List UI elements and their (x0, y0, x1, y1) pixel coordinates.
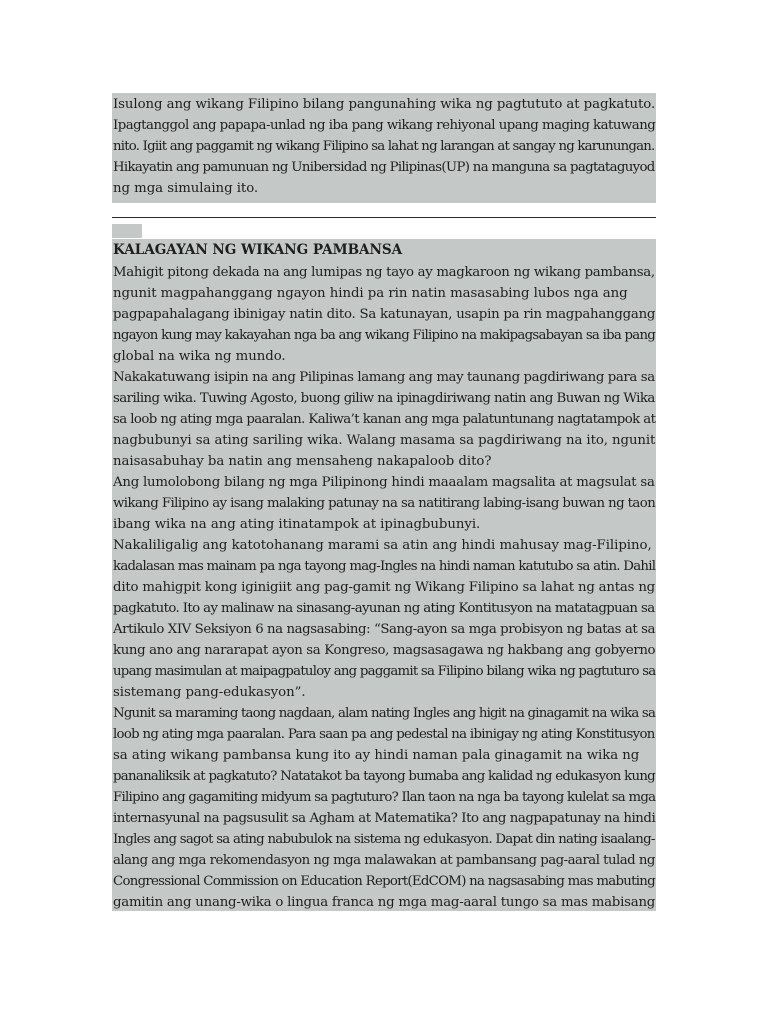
text-line: Filipino ang gagamiting midyum sa pagtuturo? Ilan taon na nga ba tayong kulelat sa mga (113, 790, 656, 805)
text-line: global na wika ng mundo. (113, 349, 286, 364)
text-line: Artikulo XIV Seksiyon 6 na nagsasabing: “Sang-ayon sa mga probisyon ng batas at sa (113, 622, 655, 637)
text-line: sariling wika. Tuwing Agosto, buong giliw na ipinagdiriwang natin ang Buwan ng Wika (113, 391, 655, 406)
text-line: Nakaliligalig ang katotohanang marami sa atin ang hindi mahusay mag-Filipino, (113, 538, 652, 553)
text-line: Nakakatuwang isipin na ang Pilipinas lamang ang may taunang pagdiriwang para sa (113, 370, 655, 385)
text-line: gamitin ang unang-wika o lingua franca ng mga mag-aaral tungo sa mas mabisang (113, 895, 656, 910)
text-line: alang ang mga rekomendasyon ng mga malawakan at pambansang pag-aaral tulad ng (113, 853, 655, 868)
text-line: sa loob ng ating mga paaralan. Kaliwa’t kanan ang mga palatuntunang nagtatampok at (113, 412, 656, 427)
text-line: upang masimulan at maipagpatuloy ang paggamit sa Filipino bilang wika ng pagtuturo sa (113, 664, 656, 679)
text-line: Congressional Commission on Education Report(EdCOM) na nagsasabing mas mabuting (113, 874, 655, 889)
text-line: loob ng ating mga paaralan. Para saan pa ang pedestal na ibinigay ng ating Konstitusyon (113, 727, 655, 742)
document-page (112, 93, 656, 911)
text-line: naisasabuhay ba natin ang mensaheng nakapaloob dito? (113, 454, 492, 469)
text-line: Ngunit sa maraming taong nagdaan, alam nating Ingles ang higit na ginagamit na wika sa (113, 706, 656, 721)
text-line: kadalasan mas mainam pa nga tayong mag-Ingles na hindi naman katutubo sa atin. Dahil (113, 559, 656, 574)
text-line: Ingles ang sagot sa ating nabubulok na sistema ng edukasyon. Dapat din nating isaalang- (113, 832, 655, 847)
text-line: Ipagtanggol ang papapa-unlad ng iba pang wikang rehiyonal upang maging katuwang (113, 118, 656, 133)
text-line: Hikayatin ang pamunuan ng Unibersidad ng Pilipinas(UP) na manguna sa pagtataguyod (113, 160, 655, 175)
text-line: pagpapahalagang ibinigay natin dito. Sa katunayan, usapin pa rin magpahanggang (113, 307, 656, 322)
text-line: dito mahigpit kong iginigiit ang pag-gamit ng Wikang Filipino sa lahat ng antas ng (113, 580, 655, 595)
text-line: pananaliksik at pagkatuto? Natatakot ba tayong bumaba ang kalidad ng edukasyon kung (113, 769, 655, 784)
text-line: internasyunal na pagsusulit sa Agham at Matematika? Ito ang nagpapatunay na hindi (113, 811, 656, 826)
text-line: Ang lumolobong bilang ng mga Pilipinong hindi maaalam magsalita at magsulat sa (113, 475, 655, 490)
section-heading: KALAGAYAN NG WIKANG PAMBANSA (113, 242, 403, 258)
text-line: sistemang pang-edukasyon”. (113, 685, 306, 700)
text-line: wikang Filipino ay isang malaking patunay na sa natitirang labing-isang buwan ng taon (113, 496, 656, 511)
text-line: ngayon kung may kakayahan nga ba ang wikang Filipino na makipagsabayan sa iba pang (113, 328, 656, 343)
text-line: ng mga simulaing ito. (113, 181, 259, 196)
text-line: pagkatuto. Ito ay malinaw na sinasang-ayunan ng ating Kontitusyon na matatagpuan sa (113, 601, 655, 616)
text-line: Mahigit pitong dekada na ang lumipas ng tayo ay magkaroon ng wikang pambansa, (113, 265, 655, 280)
text-line: ngunit magpahanggang ngayon hindi pa rin natin masasabing lubos nga ang (113, 286, 628, 301)
text-line: sa ating wikang pambansa kung ito ay hindi naman pala ginagamit na wika ng (113, 748, 640, 763)
text-line: nagbubunyi sa ating sariling wika. Walang masama sa pagdiriwang na ito, ngunit (113, 433, 656, 448)
footnote-marker-box (112, 224, 142, 238)
text-line: kung ano ang nararapat ayon sa Kongreso, magsasagawa ng hakbang ang gobyerno (113, 643, 656, 658)
text-line: Isulong ang wikang Filipino bilang pangunahing wika ng pagtututo at pagkatuto. (113, 97, 656, 112)
text-line: nito. Igiit ang paggamit ng wikang Filipino sa lahat ng larangan at sangay ng karunungan. (113, 139, 655, 154)
text-line: ibang wika na ang ating itinatampok at ipinagbubunyi. (113, 517, 481, 532)
horizontal-rule (112, 217, 656, 218)
